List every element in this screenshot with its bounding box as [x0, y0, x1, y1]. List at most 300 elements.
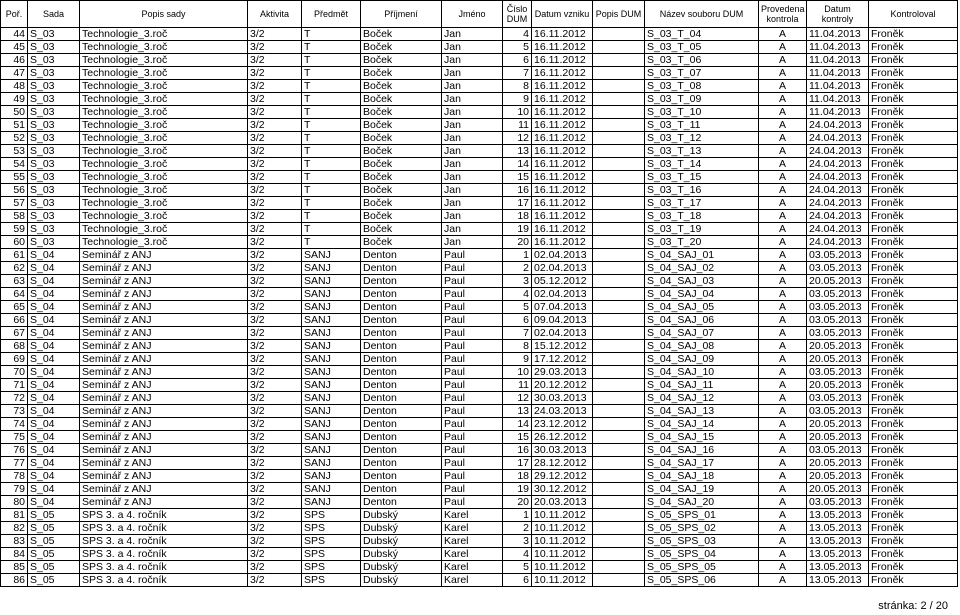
- table-row: [1, 145, 958, 158]
- first-name-cell: Karel: [442, 535, 503, 548]
- col-kontroloval-header: Kontroloval: [869, 1, 958, 28]
- surname-cell: Denton: [361, 314, 442, 327]
- check-date-cell: 13.05.2013: [807, 509, 869, 522]
- first-name-cell: Jan: [442, 158, 503, 171]
- file-name-cell: S_05_SPS_03: [645, 535, 759, 548]
- file-name-cell: S_04_SAJ_12: [645, 392, 759, 405]
- check-done-cell: A: [759, 574, 807, 587]
- set-description-cell: Technologie_3.roč: [80, 223, 248, 236]
- surname-cell: Boček: [361, 171, 442, 184]
- subject-cell: T: [302, 54, 361, 67]
- check-date-cell: 24.04.2013: [807, 158, 869, 171]
- first-name-cell: Paul: [442, 457, 503, 470]
- check-done-cell: A: [759, 28, 807, 41]
- table-row: [1, 418, 958, 431]
- set-code-cell: S_03: [28, 158, 80, 171]
- row-number-cell: 57: [1, 197, 28, 210]
- set-description-cell: Technologie_3.roč: [80, 158, 248, 171]
- first-name-cell: Paul: [442, 470, 503, 483]
- subject-cell: SANJ: [302, 366, 361, 379]
- dum-number-cell: 6: [503, 314, 532, 327]
- row-number-cell: 71: [1, 379, 28, 392]
- creation-date-cell: 02.04.2013: [532, 249, 593, 262]
- dum-number-cell: 4: [503, 548, 532, 561]
- checked-by-cell: Froněk: [869, 93, 958, 106]
- set-description-cell: Seminář z ANJ: [80, 496, 248, 509]
- first-name-cell: Jan: [442, 184, 503, 197]
- set-code-cell: S_03: [28, 106, 80, 119]
- check-date-cell: 20.05.2013: [807, 275, 869, 288]
- check-date-cell: 03.05.2013: [807, 444, 869, 457]
- first-name-cell: Paul: [442, 431, 503, 444]
- check-done-cell: A: [759, 223, 807, 236]
- row-number-cell: 76: [1, 444, 28, 457]
- dum-description-cell: [593, 366, 645, 379]
- checked-by-cell: Froněk: [869, 223, 958, 236]
- dum-description-cell: [593, 171, 645, 184]
- surname-cell: Boček: [361, 145, 442, 158]
- checked-by-cell: Froněk: [869, 327, 958, 340]
- set-description-cell: Technologie_3.roč: [80, 132, 248, 145]
- row-number-cell: 72: [1, 392, 28, 405]
- file-name-cell: S_04_SAJ_09: [645, 353, 759, 366]
- creation-date-cell: 17.12.2012: [532, 353, 593, 366]
- checked-by-cell: Froněk: [869, 522, 958, 535]
- checked-by-cell: Froněk: [869, 54, 958, 67]
- creation-date-cell: 16.11.2012: [532, 80, 593, 93]
- table-row: [1, 340, 958, 353]
- check-date-cell: 11.04.2013: [807, 93, 869, 106]
- set-code-cell: S_03: [28, 132, 80, 145]
- surname-cell: Denton: [361, 444, 442, 457]
- set-description-cell: Technologie_3.roč: [80, 67, 248, 80]
- creation-date-cell: 29.03.2013: [532, 366, 593, 379]
- first-name-cell: Paul: [442, 483, 503, 496]
- dum-number-cell: 9: [503, 353, 532, 366]
- dum-number-cell: 4: [503, 288, 532, 301]
- checked-by-cell: Froněk: [869, 548, 958, 561]
- creation-date-cell: 16.11.2012: [532, 54, 593, 67]
- file-name-cell: S_03_T_09: [645, 93, 759, 106]
- checked-by-cell: Froněk: [869, 184, 958, 197]
- checked-by-cell: Froněk: [869, 509, 958, 522]
- check-date-cell: 13.05.2013: [807, 535, 869, 548]
- subject-cell: T: [302, 41, 361, 54]
- activity-cell: 3/2: [248, 574, 302, 587]
- subject-cell: T: [302, 67, 361, 80]
- checked-by-cell: Froněk: [869, 366, 958, 379]
- checked-by-cell: Froněk: [869, 158, 958, 171]
- dum-number-cell: 12: [503, 132, 532, 145]
- file-name-cell: S_04_SAJ_02: [645, 262, 759, 275]
- col-provedena-kontrola-header: Provedena kontrola: [759, 1, 807, 28]
- set-code-cell: S_04: [28, 353, 80, 366]
- set-code-cell: S_03: [28, 67, 80, 80]
- check-done-cell: A: [759, 197, 807, 210]
- row-number-cell: 83: [1, 535, 28, 548]
- row-number-cell: 65: [1, 301, 28, 314]
- subject-cell: T: [302, 236, 361, 249]
- row-number-cell: 49: [1, 93, 28, 106]
- table-row: [1, 132, 958, 145]
- first-name-cell: Paul: [442, 353, 503, 366]
- set-code-cell: S_04: [28, 418, 80, 431]
- activity-cell: 3/2: [248, 314, 302, 327]
- row-number-cell: 64: [1, 288, 28, 301]
- creation-date-cell: 16.11.2012: [532, 145, 593, 158]
- activity-cell: 3/2: [248, 288, 302, 301]
- file-name-cell: S_03_T_05: [645, 41, 759, 54]
- table-row: [1, 223, 958, 236]
- activity-cell: 3/2: [248, 197, 302, 210]
- subject-cell: SANJ: [302, 301, 361, 314]
- check-date-cell: 24.04.2013: [807, 145, 869, 158]
- activity-cell: 3/2: [248, 54, 302, 67]
- check-done-cell: A: [759, 509, 807, 522]
- subject-cell: SPS: [302, 561, 361, 574]
- check-done-cell: A: [759, 249, 807, 262]
- table-row: [1, 249, 958, 262]
- dum-description-cell: [593, 314, 645, 327]
- set-description-cell: SPS 3. a 4. ročník: [80, 548, 248, 561]
- set-code-cell: S_04: [28, 327, 80, 340]
- creation-date-cell: 26.12.2012: [532, 431, 593, 444]
- first-name-cell: Karel: [442, 509, 503, 522]
- check-date-cell: 11.04.2013: [807, 54, 869, 67]
- creation-date-cell: 16.11.2012: [532, 236, 593, 249]
- set-code-cell: S_05: [28, 522, 80, 535]
- checked-by-cell: Froněk: [869, 67, 958, 80]
- set-description-cell: Technologie_3.roč: [80, 93, 248, 106]
- activity-cell: 3/2: [248, 405, 302, 418]
- row-number-cell: 81: [1, 509, 28, 522]
- activity-cell: 3/2: [248, 93, 302, 106]
- dum-number-cell: 14: [503, 158, 532, 171]
- dum-description-cell: [593, 184, 645, 197]
- row-number-cell: 45: [1, 41, 28, 54]
- row-number-cell: 75: [1, 431, 28, 444]
- check-date-cell: 13.05.2013: [807, 561, 869, 574]
- set-description-cell: Seminář z ANJ: [80, 327, 248, 340]
- col-datum-kontroly-header: Datum kontroly: [807, 1, 869, 28]
- first-name-cell: Karel: [442, 574, 503, 587]
- dum-description-cell: [593, 392, 645, 405]
- check-done-cell: A: [759, 80, 807, 93]
- check-date-cell: 24.04.2013: [807, 119, 869, 132]
- check-done-cell: A: [759, 561, 807, 574]
- dum-description-cell: [593, 80, 645, 93]
- activity-cell: 3/2: [248, 249, 302, 262]
- first-name-cell: Jan: [442, 132, 503, 145]
- activity-cell: 3/2: [248, 496, 302, 509]
- set-description-cell: Technologie_3.roč: [80, 80, 248, 93]
- table-row: [1, 301, 958, 314]
- surname-cell: Boček: [361, 41, 442, 54]
- set-description-cell: Technologie_3.roč: [80, 41, 248, 54]
- subject-cell: T: [302, 158, 361, 171]
- checked-by-cell: Froněk: [869, 210, 958, 223]
- row-number-cell: 54: [1, 158, 28, 171]
- check-date-cell: 24.04.2013: [807, 197, 869, 210]
- row-number-cell: 86: [1, 574, 28, 587]
- set-description-cell: SPS 3. a 4. ročník: [80, 535, 248, 548]
- col-nazev-souboru-header: Název souboru DUM: [645, 1, 759, 28]
- set-description-cell: Technologie_3.roč: [80, 145, 248, 158]
- subject-cell: SANJ: [302, 418, 361, 431]
- creation-date-cell: 24.03.2013: [532, 405, 593, 418]
- activity-cell: 3/2: [248, 184, 302, 197]
- set-description-cell: Technologie_3.roč: [80, 119, 248, 132]
- set-code-cell: S_04: [28, 249, 80, 262]
- subject-cell: SANJ: [302, 392, 361, 405]
- set-description-cell: SPS 3. a 4. ročník: [80, 561, 248, 574]
- check-done-cell: A: [759, 418, 807, 431]
- checked-by-cell: Froněk: [869, 444, 958, 457]
- activity-cell: 3/2: [248, 28, 302, 41]
- creation-date-cell: 16.11.2012: [532, 28, 593, 41]
- subject-cell: SANJ: [302, 379, 361, 392]
- table-row: [1, 327, 958, 340]
- table-row: [1, 431, 958, 444]
- set-description-cell: Technologie_3.roč: [80, 184, 248, 197]
- dum-description-cell: [593, 561, 645, 574]
- table-row: [1, 184, 958, 197]
- activity-cell: 3/2: [248, 67, 302, 80]
- subject-cell: T: [302, 145, 361, 158]
- file-name-cell: S_03_T_16: [645, 184, 759, 197]
- table-row: [1, 509, 958, 522]
- first-name-cell: Paul: [442, 288, 503, 301]
- creation-date-cell: 16.11.2012: [532, 223, 593, 236]
- dum-description-cell: [593, 353, 645, 366]
- check-date-cell: 03.05.2013: [807, 327, 869, 340]
- subject-cell: T: [302, 210, 361, 223]
- set-description-cell: Technologie_3.roč: [80, 210, 248, 223]
- file-name-cell: S_04_SAJ_15: [645, 431, 759, 444]
- creation-date-cell: 30.03.2013: [532, 444, 593, 457]
- subject-cell: SPS: [302, 548, 361, 561]
- check-date-cell: 03.05.2013: [807, 496, 869, 509]
- surname-cell: Denton: [361, 340, 442, 353]
- activity-cell: 3/2: [248, 158, 302, 171]
- surname-cell: Boček: [361, 106, 442, 119]
- creation-date-cell: 02.04.2013: [532, 327, 593, 340]
- dum-description-cell: [593, 41, 645, 54]
- first-name-cell: Paul: [442, 379, 503, 392]
- surname-cell: Denton: [361, 405, 442, 418]
- first-name-cell: Paul: [442, 405, 503, 418]
- set-code-cell: S_04: [28, 457, 80, 470]
- creation-date-cell: 07.04.2013: [532, 301, 593, 314]
- file-name-cell: S_04_SAJ_14: [645, 418, 759, 431]
- check-date-cell: 03.05.2013: [807, 366, 869, 379]
- row-number-cell: 66: [1, 314, 28, 327]
- table-row: [1, 41, 958, 54]
- subject-cell: SANJ: [302, 288, 361, 301]
- dum-number-cell: 13: [503, 405, 532, 418]
- creation-date-cell: 10.11.2012: [532, 509, 593, 522]
- creation-date-cell: 16.11.2012: [532, 210, 593, 223]
- set-code-cell: S_03: [28, 145, 80, 158]
- activity-cell: 3/2: [248, 301, 302, 314]
- activity-cell: 3/2: [248, 236, 302, 249]
- dum-number-cell: 20: [503, 496, 532, 509]
- checked-by-cell: Froněk: [869, 249, 958, 262]
- dum-number-cell: 3: [503, 535, 532, 548]
- col-predmet-header: Předmět: [302, 1, 361, 28]
- file-name-cell: S_04_SAJ_05: [645, 301, 759, 314]
- set-code-cell: S_04: [28, 262, 80, 275]
- dum-number-cell: 5: [503, 41, 532, 54]
- file-name-cell: S_04_SAJ_04: [645, 288, 759, 301]
- file-name-cell: S_03_T_15: [645, 171, 759, 184]
- set-code-cell: S_03: [28, 210, 80, 223]
- check-date-cell: 20.05.2013: [807, 457, 869, 470]
- first-name-cell: Jan: [442, 236, 503, 249]
- checked-by-cell: Froněk: [869, 392, 958, 405]
- first-name-cell: Jan: [442, 67, 503, 80]
- activity-cell: 3/2: [248, 80, 302, 93]
- subject-cell: SANJ: [302, 483, 361, 496]
- dum-description-cell: [593, 275, 645, 288]
- set-description-cell: Seminář z ANJ: [80, 314, 248, 327]
- col-popis-sady-header: Popis sady: [80, 1, 248, 28]
- check-date-cell: 03.05.2013: [807, 392, 869, 405]
- dum-description-cell: [593, 379, 645, 392]
- set-code-cell: S_05: [28, 574, 80, 587]
- checked-by-cell: Froněk: [869, 41, 958, 54]
- file-name-cell: S_05_SPS_01: [645, 509, 759, 522]
- subject-cell: SANJ: [302, 340, 361, 353]
- surname-cell: Denton: [361, 327, 442, 340]
- checked-by-cell: Froněk: [869, 405, 958, 418]
- first-name-cell: Jan: [442, 41, 503, 54]
- surname-cell: Denton: [361, 275, 442, 288]
- creation-date-cell: 10.11.2012: [532, 548, 593, 561]
- subject-cell: T: [302, 171, 361, 184]
- activity-cell: 3/2: [248, 171, 302, 184]
- set-description-cell: Technologie_3.roč: [80, 106, 248, 119]
- check-date-cell: 11.04.2013: [807, 28, 869, 41]
- file-name-cell: S_04_SAJ_19: [645, 483, 759, 496]
- table-row: [1, 54, 958, 67]
- check-date-cell: 20.05.2013: [807, 340, 869, 353]
- check-date-cell: 24.04.2013: [807, 171, 869, 184]
- checked-by-cell: Froněk: [869, 236, 958, 249]
- file-name-cell: S_04_SAJ_01: [645, 249, 759, 262]
- check-date-cell: 13.05.2013: [807, 522, 869, 535]
- row-number-cell: 51: [1, 119, 28, 132]
- set-description-cell: Seminář z ANJ: [80, 288, 248, 301]
- surname-cell: Denton: [361, 483, 442, 496]
- set-code-cell: S_04: [28, 314, 80, 327]
- checked-by-cell: Froněk: [869, 171, 958, 184]
- dum-description-cell: [593, 132, 645, 145]
- table-row: [1, 119, 958, 132]
- dum-number-cell: 11: [503, 119, 532, 132]
- dum-description-cell: [593, 197, 645, 210]
- subject-cell: SANJ: [302, 314, 361, 327]
- surname-cell: Dubský: [361, 561, 442, 574]
- dum-number-cell: 2: [503, 262, 532, 275]
- activity-cell: 3/2: [248, 522, 302, 535]
- creation-date-cell: 15.12.2012: [532, 340, 593, 353]
- creation-date-cell: 16.11.2012: [532, 197, 593, 210]
- file-name-cell: S_04_SAJ_16: [645, 444, 759, 457]
- file-name-cell: S_03_T_20: [645, 236, 759, 249]
- set-code-cell: S_04: [28, 340, 80, 353]
- checked-by-cell: Froněk: [869, 431, 958, 444]
- set-description-cell: Seminář z ANJ: [80, 379, 248, 392]
- dum-description-cell: [593, 535, 645, 548]
- first-name-cell: Paul: [442, 366, 503, 379]
- subject-cell: T: [302, 132, 361, 145]
- check-done-cell: A: [759, 132, 807, 145]
- dum-description-cell: [593, 431, 645, 444]
- row-number-cell: 78: [1, 470, 28, 483]
- checked-by-cell: Froněk: [869, 80, 958, 93]
- creation-date-cell: 30.12.2012: [532, 483, 593, 496]
- set-code-cell: S_05: [28, 535, 80, 548]
- dum-number-cell: 1: [503, 249, 532, 262]
- checked-by-cell: Froněk: [869, 145, 958, 158]
- set-description-cell: Seminář z ANJ: [80, 301, 248, 314]
- first-name-cell: Jan: [442, 54, 503, 67]
- file-name-cell: S_04_SAJ_06: [645, 314, 759, 327]
- first-name-cell: Paul: [442, 301, 503, 314]
- activity-cell: 3/2: [248, 392, 302, 405]
- checked-by-cell: Froněk: [869, 314, 958, 327]
- dum-number-cell: 18: [503, 210, 532, 223]
- check-done-cell: A: [759, 145, 807, 158]
- check-done-cell: A: [759, 392, 807, 405]
- table-row: [1, 171, 958, 184]
- surname-cell: Denton: [361, 418, 442, 431]
- table-row: [1, 483, 958, 496]
- first-name-cell: Paul: [442, 314, 503, 327]
- subject-cell: T: [302, 197, 361, 210]
- set-code-cell: S_03: [28, 93, 80, 106]
- check-date-cell: 03.05.2013: [807, 262, 869, 275]
- creation-date-cell: 23.12.2012: [532, 418, 593, 431]
- check-done-cell: A: [759, 327, 807, 340]
- dum-description-cell: [593, 496, 645, 509]
- creation-date-cell: 16.11.2012: [532, 171, 593, 184]
- checked-by-cell: Froněk: [869, 574, 958, 587]
- set-code-cell: S_04: [28, 483, 80, 496]
- check-done-cell: A: [759, 67, 807, 80]
- dum-number-cell: 5: [503, 561, 532, 574]
- file-name-cell: S_03_T_13: [645, 145, 759, 158]
- dum-number-cell: 15: [503, 431, 532, 444]
- surname-cell: Denton: [361, 392, 442, 405]
- check-date-cell: 11.04.2013: [807, 106, 869, 119]
- check-date-cell: 13.05.2013: [807, 574, 869, 587]
- activity-cell: 3/2: [248, 275, 302, 288]
- surname-cell: Boček: [361, 119, 442, 132]
- first-name-cell: Paul: [442, 496, 503, 509]
- file-name-cell: S_04_SAJ_20: [645, 496, 759, 509]
- first-name-cell: Paul: [442, 249, 503, 262]
- first-name-cell: Jan: [442, 171, 503, 184]
- dum-description-cell: [593, 54, 645, 67]
- creation-date-cell: 16.11.2012: [532, 119, 593, 132]
- activity-cell: 3/2: [248, 418, 302, 431]
- subject-cell: SPS: [302, 509, 361, 522]
- dum-description-cell: [593, 236, 645, 249]
- activity-cell: 3/2: [248, 210, 302, 223]
- table-row: [1, 210, 958, 223]
